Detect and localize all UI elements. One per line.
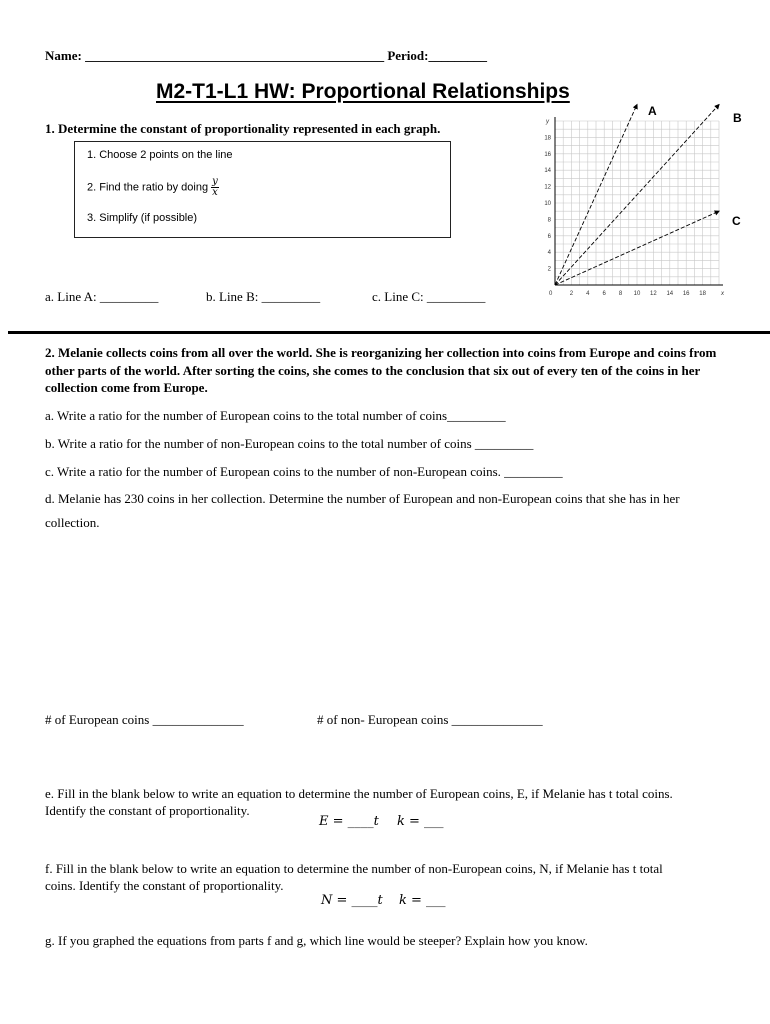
- x-tick-label: 8: [618, 291, 623, 297]
- q2-part-e-continued: Identify the constant of proportionality.: [45, 803, 250, 818]
- q2-part-b[interactable]: b. Write a ratio for the number of non-European coins to the total number of coins _________: [45, 436, 534, 451]
- y-tick-label: 12: [544, 184, 551, 191]
- q2-part-a[interactable]: a. Write a ratio for the number of European coins to the total number of coins_________: [45, 408, 506, 423]
- answer-line-c[interactable]: c. Line C: _________: [372, 289, 486, 304]
- graph-line-labels: [648, 104, 742, 228]
- q2-part-d: d. Melanie has 230 coins in her collection. Determine the number of European and non-European coins that she has in her: [45, 491, 680, 506]
- non-european-coins-blank[interactable]: # of non- European coins ______________: [317, 712, 543, 727]
- ratio-fraction: [211, 177, 219, 198]
- x-tick-label: 14: [666, 291, 674, 297]
- graph-axes: [555, 117, 723, 285]
- answer-line-b[interactable]: b. Line B: _________: [206, 289, 321, 304]
- x-axis-label: x: [721, 291, 724, 297]
- x-tick-label: 2: [569, 291, 574, 297]
- y-axis-label: y: [546, 119, 549, 125]
- q2-intro: 2. Melanie collects coins from all over the world. She is reorganizing her collection into coins from Europe and coins from other parts of the world. After sorting the coins, she comes to the conclusion that six out of every ten of the coins in her collection come from Europe.: [45, 345, 717, 395]
- proportional-graph: [525, 100, 750, 305]
- instruction-step-3: 3. Simplify (if possible): [87, 212, 198, 224]
- graph-grid: [555, 121, 719, 285]
- european-coins-blank[interactable]: # of European coins ______________: [45, 712, 244, 727]
- q2-part-g: g. If you graphed the equations from parts f and g, which line would be steeper? Explain how you know.: [45, 933, 588, 948]
- x-tick-label: 4: [586, 291, 590, 297]
- x-tick-label: 10: [633, 291, 641, 297]
- instructions-box: [74, 141, 451, 238]
- ratio-numerator: y: [212, 176, 218, 187]
- line-label-b: B: [733, 111, 742, 125]
- q2-part-d-continued: collection.: [45, 515, 100, 530]
- x-tick-label: 16: [682, 291, 690, 297]
- y-tick-label: 10: [544, 201, 551, 207]
- q2-part-c[interactable]: c. Write a ratio for the number of European coins to the number of non-European coins. _________: [45, 464, 563, 479]
- e-constant-blank[interactable]: k = ___: [397, 814, 444, 829]
- instruction-step-1: 1. Choose 2 points on the line: [87, 149, 233, 161]
- e-equation-blank[interactable]: E = ____t: [319, 814, 379, 829]
- f-constant-blank[interactable]: k = ___: [399, 893, 446, 908]
- y-tick-label: 16: [544, 151, 551, 158]
- instruction-step-2-text: 2. Find the ratio by doing: [87, 181, 209, 194]
- x-tick-label: 12: [650, 291, 657, 297]
- y-tick-label: 4: [547, 250, 551, 257]
- section-divider: [8, 331, 770, 334]
- line-label-a: A: [648, 104, 657, 118]
- y-tick-label: 6: [547, 233, 551, 240]
- q1-prompt: 1. Determine the constant of proportionality represented in each graph.: [45, 121, 441, 136]
- instruction-step-2: [87, 177, 219, 198]
- q2-part-f: f. Fill in the blank below to write an equation to determine the number of non-European coins, N, if Melanie has t total: [45, 861, 663, 876]
- origin-label: 0: [549, 291, 553, 297]
- x-tick-label: 6: [602, 291, 606, 297]
- y-tick-label: 8: [547, 217, 551, 224]
- y-tick-label: 2: [547, 266, 551, 273]
- y-tick-label: 14: [544, 168, 551, 175]
- ratio-denominator: x: [212, 187, 218, 198]
- page-title: M2-T1-L1 HW: Proportional Relationships: [156, 80, 570, 103]
- name-period-line: Name: ______________________________________________ Period:_________: [45, 48, 487, 63]
- x-tick-label: 18: [699, 291, 706, 297]
- y-tick-label: 18: [544, 135, 551, 142]
- line-label-c: C: [732, 214, 741, 228]
- q2-part-f-continued: coins. Identify the constant of proportionality.: [45, 878, 284, 893]
- answer-line-a[interactable]: a. Line A: _________: [45, 289, 159, 304]
- q2-part-e: e. Fill in the blank below to write an equation to determine the number of European coins, E, if Melanie has t total coins.: [45, 786, 673, 801]
- f-equation-blank[interactable]: N = ____t: [321, 893, 383, 908]
